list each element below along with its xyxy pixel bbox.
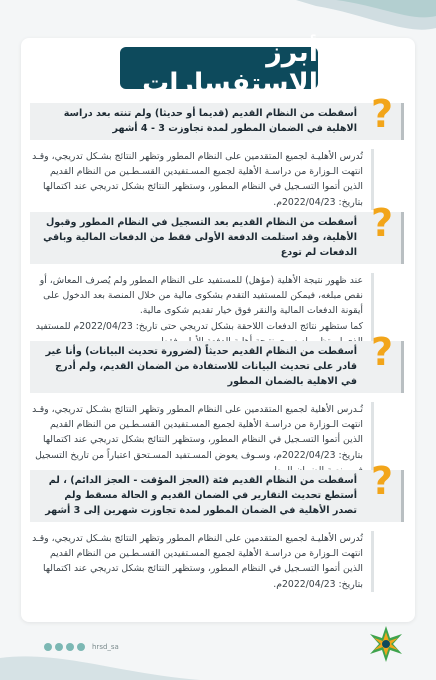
social-icon[interactable] bbox=[44, 643, 52, 651]
page-title: أبرز الاستفسارات bbox=[142, 37, 318, 99]
answer-block bbox=[30, 149, 374, 210]
question-mark-icon bbox=[365, 461, 399, 501]
svg-text:?: ? bbox=[370, 332, 394, 372]
answer-block bbox=[30, 531, 374, 592]
question-mark-icon bbox=[365, 332, 399, 372]
answer-block bbox=[30, 273, 374, 349]
faq-section-4 bbox=[30, 461, 404, 592]
question-mark-icon bbox=[365, 203, 399, 243]
answer-block bbox=[30, 402, 374, 478]
answer-paragraph: عند ظهور نتيجة الأهلية (مؤهل) للمستفيد على النظام المطور ولم يُصرف المعاش، أو نقص مبلغه، فيمكن للمستفيد التقدم بشكوى مالية من خلال المنصة بعد الدخول على أيقونة الدفعات المالية والنقر فوق خيار تقديم شكوى مالية. bbox=[39, 275, 363, 317]
social-icon[interactable] bbox=[55, 643, 63, 651]
faq-section-1 bbox=[30, 94, 404, 210]
question-box bbox=[30, 94, 404, 140]
answer-paragraph: كما ستظهر نتائج الدفعات اللاحقة بشكل تدريجي حتى تاريخ: 2022/04/23م للمستفيد bbox=[35, 320, 363, 332]
decorative-top-wave bbox=[296, 0, 436, 40]
question-mark-icon bbox=[365, 94, 399, 134]
question-box bbox=[30, 203, 404, 264]
question-text: أسقطت من النظام القديم (قديما أو حديثا) ولم تنته بعد دراسة الاهلية في الضمان المطور لمدة تجاوزت 3 - 4 أشهر bbox=[63, 108, 357, 134]
question-box bbox=[30, 332, 404, 393]
title-banner bbox=[120, 37, 318, 99]
ministry-logo-icon bbox=[364, 622, 408, 666]
question-text: أسقطت من النظام القديم بعد التسجيل في النظام المطور وقبول الأهلية، وقد استلمت الدفعة الأولى فقط من الدفعات المالية وباقي الدفعات لم تودع bbox=[43, 217, 357, 258]
social-links bbox=[44, 643, 119, 651]
faq-section-3 bbox=[30, 332, 404, 478]
faq-section-2 bbox=[30, 203, 404, 349]
answer-paragraph: تُـدرس الأهلية لجميع المتقدمين على النظام المطور وتظهر النتائج بشـكل تدريجي، وقـد انتهت الـوزارة من دراسـة الأهلية لجميع المسـتفيدين القسـطـين من النظام القديم الذين أتموا التسـجيل في النظام المطور، وستظهر النتائج بشكل تدريجي عند اكتمالها بتاريخ: 2022/04/23م، وسـوف يعوض المسـتفيد المسـتحق اعتباراً من تاريخ التسجيل bbox=[32, 404, 363, 461]
question-text: أسقطت من النظام القديم حديثاً (لضرورة تحديث البيانات) وأنا غير قادر على تحديث البيانات للاستفادة من الضمان القديم، ولم أدرج في الاهلية بالضمان المطور bbox=[45, 346, 357, 387]
social-icon[interactable] bbox=[77, 643, 85, 651]
decorative-bottom-wave bbox=[0, 650, 200, 680]
social-handle: hrsd_sa bbox=[92, 643, 119, 651]
answer-paragraph: تُدرس الأهليـة لجميع المتقدمين على النظام المطور وتظهر النتائج بشـكل تدريجي، وقـد انتهت الـوزارة من دراسـة الأهلية لجميع المسـتفيدين القسـطـين من النظام القديم الذين أتموا التسـجيل في النظام المطور، وستظهر النتائج بشكل تدريجي عند اكتمالها بتاريخ: 2022/04/23م. bbox=[32, 151, 363, 208]
svg-text:?: ? bbox=[370, 203, 394, 243]
answer-paragraph: تُدرس الأهليـة لجميع المتقدمين على النظام المطور وتظهر النتائج بشـكل تدريجي، وقـد انتهت الـوزارة من دراسـة الأهلية لجميع المسـتفيدين القسـطـين من النظام القديم الذين أتموا التسـجيل في النظام المطور، وستظهر النتائج بشكل تدريجي عند اكتمالها بتاريخ: 2022/04/23م. bbox=[32, 533, 363, 590]
question-text: أسقطت من النظام القديم فئة (العجز المؤقت - العجز الدائم) ، لم أستطع تحديث التقارير في الضمان القديم و الحالة مسقط ولم تصدر الأهلية في الضمان المطور لمدة تجاوزت شهرين إلى 3 أشهر bbox=[45, 475, 357, 516]
svg-text:?: ? bbox=[370, 94, 394, 134]
question-box bbox=[30, 461, 404, 522]
social-icon[interactable] bbox=[66, 643, 74, 651]
svg-text:?: ? bbox=[370, 461, 394, 501]
